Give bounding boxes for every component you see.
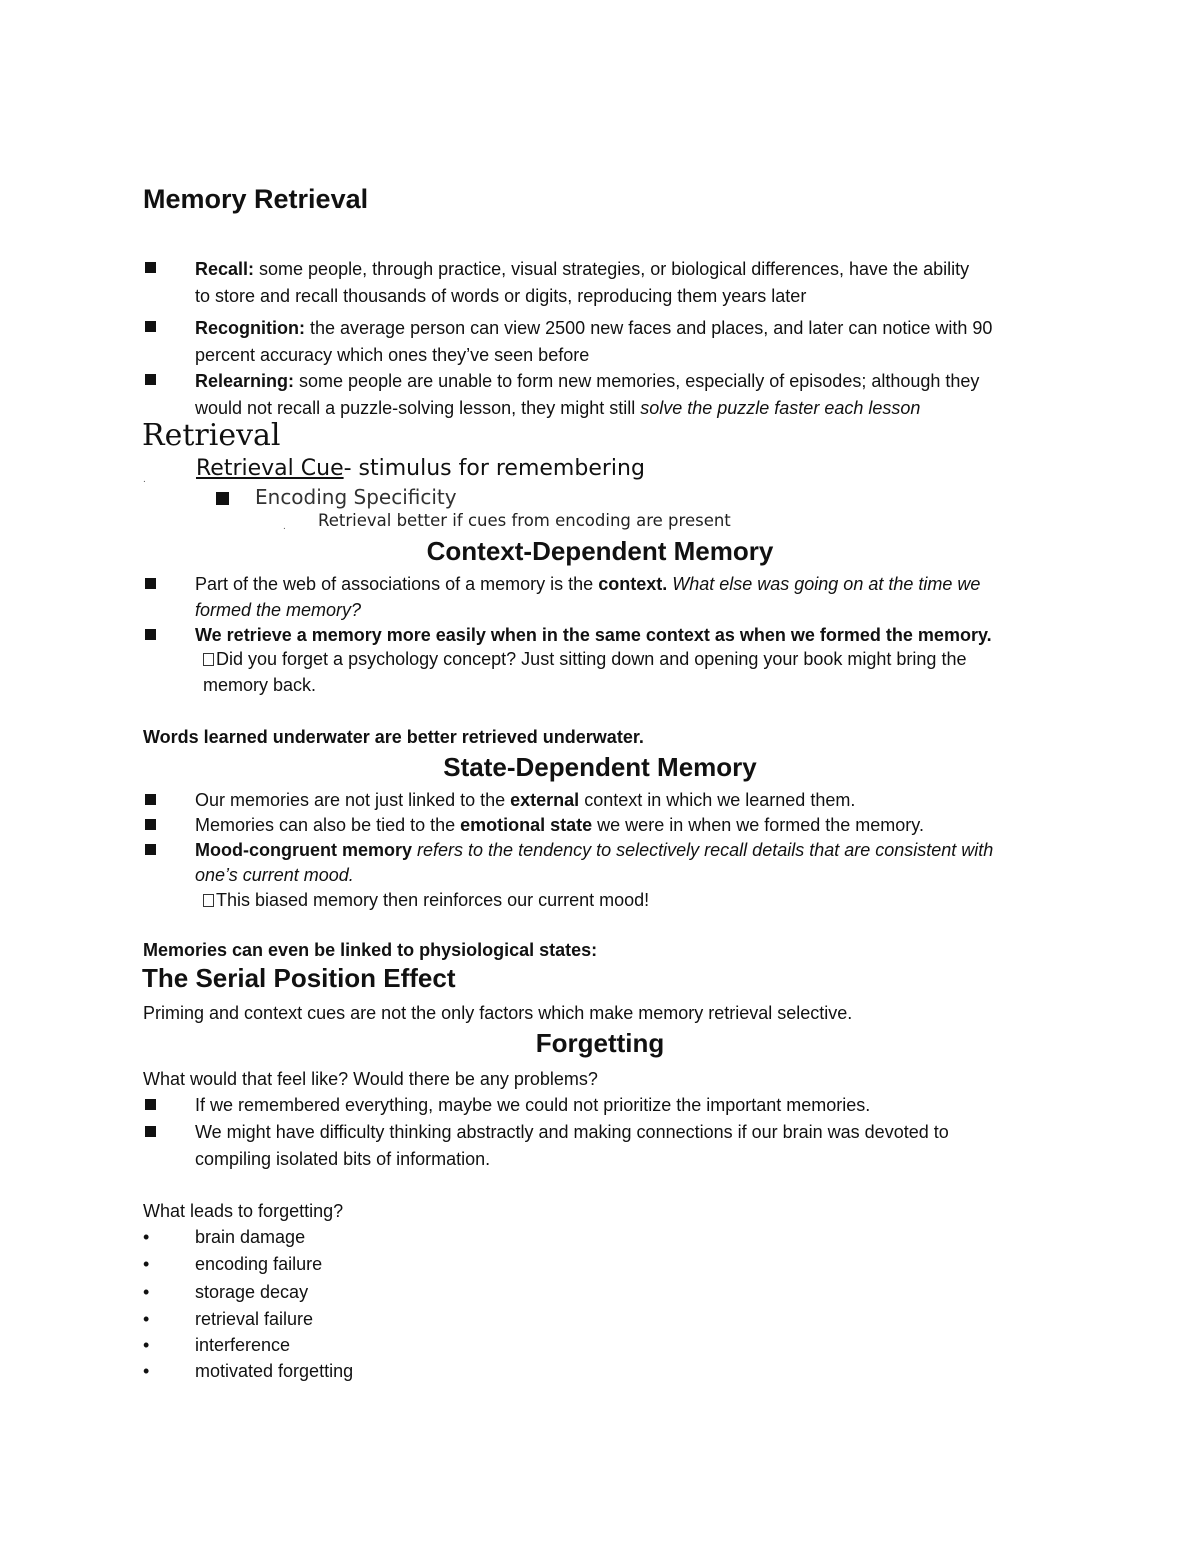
state-sub-item	[203, 887, 649, 913]
bullet-square	[216, 492, 229, 505]
retrieval-cue	[196, 456, 645, 481]
bullet-dot: •	[143, 1335, 150, 1355]
relearning-text: some people are unable to form new memories, especially of episodes; although they	[294, 371, 980, 391]
state-sub-text: This biased memory then reinforces our current mood!	[216, 890, 650, 910]
recognition-text: the average person can view 2500 new faces and places, and later can notice with 90	[305, 318, 993, 338]
leads-question: What leads to forgetting?	[143, 1201, 344, 1221]
bullet-square	[145, 1126, 156, 1137]
recall-item	[195, 256, 969, 282]
cause-item: motivated forgetting	[195, 1361, 354, 1381]
recognition-text-line2: percent accuracy which ones they’ve seen before	[195, 345, 590, 365]
state-item-2-post: we were in when we formed the memory.	[592, 815, 924, 835]
cause-item: storage decay	[195, 1282, 309, 1302]
state-term-external: external	[510, 790, 580, 810]
bullet-square	[145, 262, 156, 273]
relearning-text-line2	[195, 395, 920, 421]
bullet-dot-small: .	[143, 474, 146, 485]
state-item-2-pre: Memories can also be tied to the	[195, 815, 461, 835]
relearning-line2-plain: would not recall a puzzle-solving lesson, they might still	[195, 398, 641, 418]
cause-item: retrieval failure	[195, 1309, 314, 1329]
serial-heading: The Serial Position Effect	[142, 963, 456, 993]
context-question-line2: formed the memory?	[195, 600, 362, 620]
bullet-square	[145, 374, 156, 385]
bullet-dot: •	[143, 1254, 150, 1274]
term-recognition: Recognition:	[195, 318, 305, 338]
recognition-item	[195, 315, 992, 341]
forgetting-heading: Forgetting	[535, 1028, 665, 1058]
bullet-square	[145, 629, 156, 640]
context-sub-text: Did you forget a psychology concept? Just sitting down and opening your book might bring the	[216, 649, 967, 669]
bullet-square	[145, 844, 156, 855]
relearning-item	[195, 368, 979, 394]
physiological-note: Memories can even be linked to physiological states:	[143, 940, 598, 960]
context-heading: Context-Dependent Memory	[426, 536, 774, 566]
context-item-2: We retrieve a memory more easily when in the same context as when we formed the memory.	[195, 625, 992, 645]
state-item-1	[195, 787, 855, 813]
context-term: context.	[598, 574, 668, 594]
context-sub-item	[203, 646, 966, 672]
bullet-square	[145, 578, 156, 589]
context-sub-line2: memory back.	[203, 675, 317, 695]
cause-item: interference	[195, 1335, 291, 1355]
page-title: Memory Retrieval	[143, 184, 369, 214]
state-heading: State-Dependent Memory	[443, 752, 757, 782]
encoding-specificity: Encoding Specificity	[255, 485, 457, 509]
encoding-detail: Retrieval better if cues from encoding are present	[318, 511, 731, 530]
term-recall: Recall:	[195, 259, 255, 279]
forgetting-item-1: If we remembered everything, maybe we could not prioritize the important memories.	[195, 1095, 871, 1115]
state-item-2	[195, 812, 924, 838]
bullet-dot: •	[143, 1361, 150, 1381]
placeholder-glyph-icon	[203, 653, 214, 666]
state-item-1-post: context in which we learned them.	[579, 790, 856, 810]
bullet-square	[145, 819, 156, 830]
state-term-mood-congruent: Mood-congruent memory	[195, 840, 413, 860]
forgetting-question: What would that feel like? Would there be any problems?	[143, 1069, 598, 1089]
placeholder-glyph-icon	[203, 894, 214, 907]
retrieval-heading: Retrieval	[142, 418, 281, 453]
relearning-line2-italic: solve the puzzle faster each lesson	[640, 398, 921, 418]
forgetting-item-2: We might have difficulty thinking abstractly and making connections if our brain was devoted to	[195, 1122, 949, 1142]
context-question: What else was going on at the time we	[667, 574, 981, 594]
bullet-dot-small: .	[283, 521, 286, 532]
state-item-1-pre: Our memories are not just linked to the	[195, 790, 511, 810]
serial-text: Priming and context cues are not the only factors which make memory retrieval selective.	[143, 1003, 853, 1023]
recall-text: some people, through practice, visual strategies, or biological differences, have the ability	[254, 259, 970, 279]
bullet-dot: •	[143, 1309, 150, 1329]
bullet-square	[145, 794, 156, 805]
state-term-emotional: emotional state	[460, 815, 593, 835]
context-item-1-text: Part of the web of associations of a memory is the	[195, 574, 599, 594]
state-item-3-definition: refers to the tendency to selectively recall details that are consistent with	[412, 840, 994, 860]
cause-item: encoding failure	[195, 1254, 323, 1274]
state-item-3-line2: one’s current mood.	[195, 865, 354, 885]
state-item-3	[195, 837, 993, 863]
retrieval-cue-term: Retrieval Cue	[196, 456, 344, 481]
term-relearning: Relearning:	[195, 371, 295, 391]
cause-item: brain damage	[195, 1227, 306, 1247]
underwater-note: Words learned underwater are better retrieved underwater.	[143, 727, 644, 747]
forgetting-item-2-line2: compiling isolated bits of information.	[195, 1149, 491, 1169]
retrieval-cue-definition: - stimulus for remembering	[343, 456, 645, 481]
recall-text-line2: to store and recall thousands of words or digits, reproducing them years later	[195, 286, 807, 306]
bullet-dot: •	[143, 1282, 150, 1302]
bullet-square	[145, 1099, 156, 1110]
bullet-dot: •	[143, 1227, 150, 1247]
bullet-square	[145, 321, 156, 332]
context-item-1	[195, 571, 980, 597]
